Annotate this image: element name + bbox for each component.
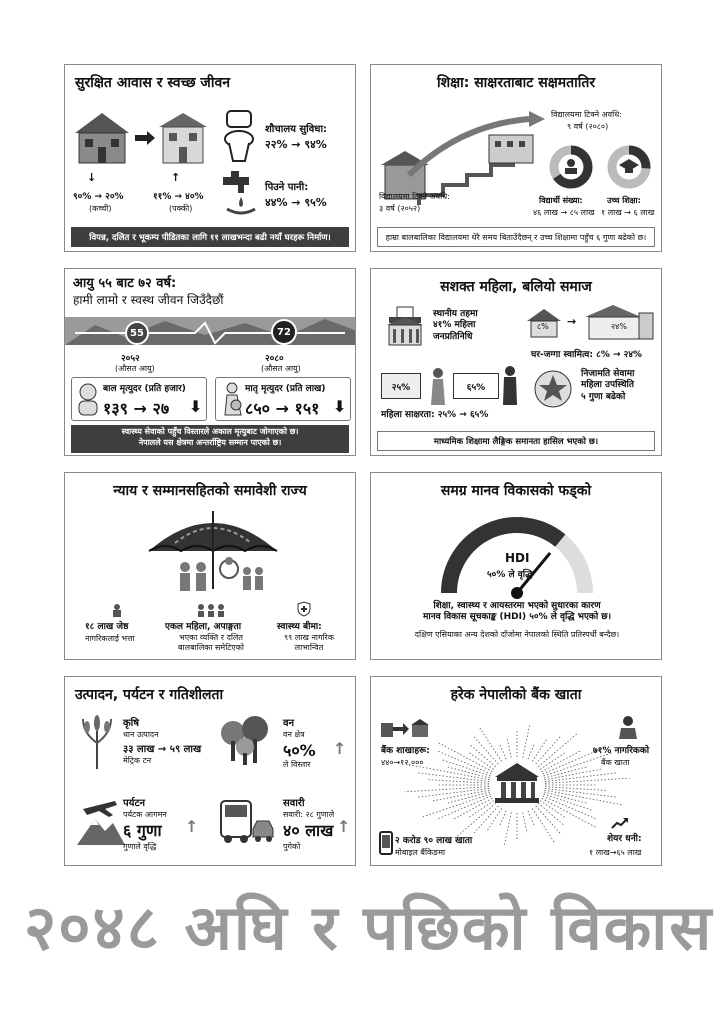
start-year: २०५२	[121, 354, 140, 364]
local-representation-text: स्थानीय तहमा ४१% महिला जनप्रतिनिधि	[433, 309, 478, 342]
forest-sub: वन क्षेत्र	[283, 730, 305, 739]
housing-footer: विपन्न, दलित र भूकम्प पीडितका लागि ११ लाखभन्दा बढी नयाँ घरहरू निर्माण।	[71, 227, 349, 247]
land-before: ८%	[537, 322, 549, 331]
ballot-box-icon	[383, 305, 427, 349]
toilet-label: शौचालय सुविधा:	[265, 124, 328, 135]
woman-professional-icon	[499, 365, 521, 407]
higher-value: १ लाख → ६ लाख	[601, 208, 655, 217]
education-title: शिक्षा: साक्षरताबाट सक्षमतातिर	[436, 75, 596, 91]
single-women-value: एकल महिला, अपाङ्गता	[165, 622, 242, 632]
panel-justice	[64, 472, 356, 660]
health-shield-icon	[297, 601, 311, 617]
stay-before-value: ३ वर्ष (२०५२)	[379, 204, 421, 213]
stay-after-label: विद्यालयमा टिक्ने अवधि:	[551, 110, 622, 119]
production-title: उत्पादन, पर्यटन र गतिशीलता	[75, 687, 224, 703]
kachhi-value: ९०% → २०%	[73, 192, 124, 202]
hdi-gauge-value: ५०% ले वृद्धि	[487, 570, 533, 580]
child-down-arrow-icon: ⬇	[189, 397, 203, 416]
stay-before-label: विद्यालयमा टिक्ने अवधि:	[379, 192, 450, 201]
vehicle-up-arrow-icon: ↑	[337, 817, 351, 836]
literacy-after-book	[453, 373, 499, 399]
panel-hdi	[370, 472, 662, 660]
maternal-mortality-value: ८५० → १५१	[245, 399, 320, 418]
start-age-marker	[125, 321, 149, 345]
panel-production	[64, 676, 356, 866]
panel-education	[370, 64, 662, 252]
water-label: पिउने पानी:	[265, 182, 309, 193]
page-title: २०४८ अघि र पछिको विकास	[24, 891, 714, 964]
women-footer: माध्यमिक शिक्षामा लैङ्गिक समानता हासिल भएको छ।	[377, 431, 655, 451]
branches-value: ४४०→१२,०००	[381, 758, 424, 767]
panel-banking	[370, 676, 662, 866]
central-bank-icon	[491, 759, 543, 811]
start-avg-label: (औसत आयु)	[115, 364, 155, 373]
higher-education-donut-icon	[607, 145, 651, 189]
tourism-value: ६ गुणा	[123, 821, 162, 840]
vehicle-unit: पुगेको	[283, 842, 301, 851]
trend-up-icon	[611, 817, 629, 829]
baby-icon	[75, 381, 101, 417]
life-title: आयु ५५ बाट ७२ वर्ष:	[73, 276, 177, 291]
tourism-up-arrow-icon: ↑	[185, 817, 199, 836]
old-house-icon	[71, 109, 133, 167]
life-subtitle: हामी लामो र स्वस्थ जीवन जिउँदैछौं	[73, 293, 224, 307]
arrow-right-icon	[135, 131, 155, 145]
mobile-value: २ करोड ९० लाख खाता	[395, 836, 473, 846]
higher-label: उच्च शिक्षा:	[607, 196, 641, 205]
panel-women-empowerment: सशक्त महिला, बलियो समाज स्थानीय तहमा ४१% महिला जनप्रतिनिधि ८% → २४% घर-जग्गा स्वामित्व: ८% → २४% २५% ६५% महिला साक्षरता: २५% → ६५% निजामति सेवामा महिला उपस्थिति ५ गुणा बढेको माध्यमिक शिक्षामा लैङ्गिक समानता हासिल भएको छ।	[370, 268, 662, 456]
end-avg-label: (औसत आयु)	[261, 364, 301, 373]
tourism-unit: गुणाले वृद्धि	[123, 842, 157, 851]
end-age: 72	[277, 326, 291, 338]
child-mortality-label: बाल मृत्युदर (प्रति हजार)	[103, 384, 186, 394]
panel-housing: सुरक्षित आवास र स्वच्छ जीवन ↓ ९०% → २०% (कच्ची) ↑ ११% → ४०% (पक्की) शौचालय सुविधा: २२% → ९४% पिउने पानी: ४४% → ९५% विपन्न, दलित र भूकम्प पीडितका लागि ११ लाखभन्दा बढी नयाँ घरहरू निर्माण।	[64, 64, 356, 252]
forest-up-arrow-icon: ↑	[333, 739, 347, 758]
civil-service-text: निजामति सेवामा महिला उपस्थिति ५ गुणा बढेको	[581, 369, 635, 402]
forest-label: वन	[283, 718, 295, 729]
vehicle-sub: सवारी: २८ गुणाले	[283, 810, 335, 819]
forest-unit: ले विस्तार	[283, 760, 311, 769]
literacy-text: महिला साक्षरता: २५% → ६५%	[381, 410, 489, 420]
tourism-sub: पर्यटक आगमन	[123, 810, 167, 819]
hdi-description: शिक्षा, स्वास्थ्य र आयस्तरमा भएको सुधारका कारण मानव विकास सूचकाङ्क (HDI) ५०% ले वृद्धि भएको छ।	[422, 601, 612, 623]
literacy-before-book	[381, 373, 421, 399]
mobile-text: मोबाइल बैंकिङमा	[395, 848, 446, 857]
forest-icon	[219, 715, 273, 767]
new-house-icon	[155, 109, 211, 167]
end-year: २०८०	[265, 354, 284, 364]
senior-text: नागरिकलाई भत्ता	[85, 634, 135, 643]
citizens-value: ७१% नागरिकको	[593, 746, 650, 756]
pakki-value: ११% → ४०%	[153, 192, 204, 202]
agri-unit: मेट्रिक टन	[123, 756, 152, 765]
single-women-text: भएका व्यक्ति र दलित बालबालिका समेटिएको	[178, 633, 244, 652]
elderly-icon	[109, 603, 125, 617]
hdi-gauge-label: HDI	[505, 551, 530, 565]
toilet-icon	[221, 109, 257, 165]
housing-title: सुरक्षित आवास र स्वच्छ जीवन	[75, 75, 231, 91]
students-donut-icon	[549, 145, 593, 189]
water-tap-icon	[221, 171, 261, 219]
start-age: 55	[130, 327, 144, 339]
banking-title: हरेक नेपालीको बैंक खाता	[450, 687, 582, 703]
insurance-value: स्वास्थ्य बीमा:	[277, 622, 322, 632]
life-timeline-illustration	[65, 313, 356, 349]
citizen-icon	[617, 715, 639, 739]
literacy-after: ६५%	[466, 382, 486, 393]
citizens-text: बैंक खाता	[601, 758, 630, 767]
toilet-value: २२% → ९४%	[265, 138, 327, 151]
child-mortality-value: १३९ → २७	[103, 399, 170, 418]
hdi-title: समग्र मानव विकासको फड्को	[440, 483, 592, 499]
woman-reading-icon	[425, 367, 451, 407]
literacy-before: २५%	[391, 382, 411, 393]
land-ownership-text: घर-जग्गा स्वामित्व: ८% → २४%	[531, 350, 643, 360]
panel-life-expectancy	[64, 268, 356, 456]
umbrella-illustration	[145, 507, 281, 601]
mother-icon	[219, 381, 245, 417]
hdi-note: दक्षिण एसियाका अन्य देशको दाँजोमा नेपालको स्थिति प्रतिस्पर्धी बन्दैछ।	[414, 630, 620, 639]
tourism-label: पर्यटन	[123, 798, 146, 809]
agri-label: कृषि	[123, 718, 140, 729]
vehicle-label: सवारी	[283, 798, 305, 809]
end-age-marker	[271, 319, 297, 345]
forest-value: ५०%	[283, 741, 316, 760]
vehicle-value: ४० लाख	[283, 821, 334, 840]
students-value: ४६ लाख → ८५ लाख	[533, 208, 595, 217]
mobile-phone-icon	[379, 831, 393, 855]
senior-value: १८ लाख जेष्ठ	[85, 622, 129, 632]
government-emblem-icon	[531, 367, 575, 411]
maternal-down-arrow-icon: ⬇	[333, 397, 347, 416]
maternal-mortality-label: मातृ मृत्युदर (प्रति लाख)	[245, 384, 326, 394]
pakki-label: (पक्की)	[169, 204, 193, 213]
kachhi-label: (कच्ची)	[89, 204, 112, 213]
life-footer: स्वास्थ्य सेवाको पहुँच विस्तारले अकाल मृत्युबाट जोगाएको छ। नेपालले यस क्षेत्रमा अन्तर्राष्ट्रिय सम्मान पाएको छ।	[71, 425, 349, 453]
agri-sub: धान उत्पादन	[123, 730, 159, 739]
justice-title: न्याय र सम्मानसहितको समावेशी राज्य	[113, 483, 307, 499]
women-title: सशक्त महिला, बलियो समाज	[440, 279, 592, 295]
students-label: विद्यार्थी संख्या:	[539, 196, 583, 205]
agri-value: ३३ लाख → ५९ लाख	[123, 744, 202, 755]
inclusion-icon	[195, 603, 225, 617]
bus-car-icon	[219, 797, 275, 845]
shares-value: १ लाख→६५ लाख	[589, 848, 642, 857]
shares-label: शेयर धनी:	[607, 834, 642, 844]
stay-after-value: ९ वर्ष (२०८०)	[567, 122, 609, 131]
water-value: ४४% → ९५%	[265, 196, 327, 209]
airplane-mountain-icon	[75, 797, 125, 847]
bank-branch-icon	[381, 717, 429, 739]
branches-label: बैंक शाखाहरू:	[381, 746, 430, 756]
education-footer: हाम्रा बालबालिका विद्यालयमा धेरै समय बिताउँदैछन् र उच्च शिक्षामा पहुँच ६ गुणा बढेको छ।	[377, 227, 655, 247]
rice-plant-icon	[77, 713, 117, 769]
insurance-text: ९९ लाख नागरिक लाभान्वित	[284, 633, 334, 652]
land-after: २४%	[611, 322, 627, 331]
